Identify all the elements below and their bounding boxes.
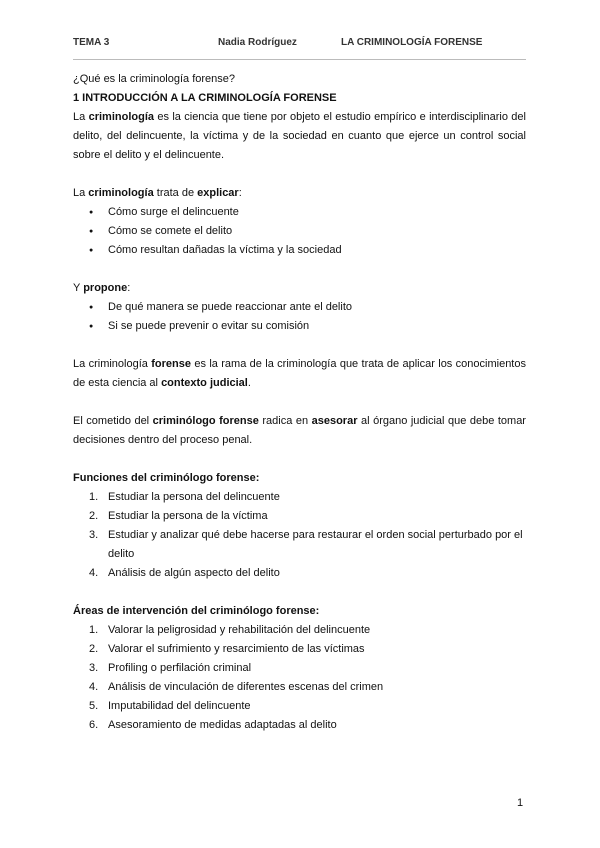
text-run: La [73,111,89,123]
text-run: radica en [258,415,312,427]
list-text: Estudiar la persona del delincuente [108,491,280,503]
section-title-text: 1 INTRODUCCIÓN A LA CRIMINOLOGÍA FORENSE [73,92,337,104]
list-text: Análisis de algún aspecto del delito [108,567,280,579]
text-run: : [127,282,131,294]
spacer [73,260,526,279]
bold-term: criminología [88,111,154,123]
spacer [73,393,526,412]
bold-term: explicar [197,187,239,199]
functions-heading [73,469,526,488]
bold-term: criminólogo forense [152,415,259,427]
list-number: 2. [89,510,99,522]
list-text: Valorar el sufrimiento y resarcimiento de las víctimas [108,643,365,655]
list-item [73,678,526,697]
text-run: es la ciencia que tiene por objeto el estudio empírico e interdisciplinario del delito, del delincuente, la víctima y de la sociedad en cuanto que ejerce un control social sobre el delito y el delincuente. [73,111,526,161]
page-header [73,37,527,51]
explain-list [73,203,526,260]
areas-heading [73,602,526,621]
section-title [73,89,526,108]
header-topic: TEMA 3 [73,37,110,48]
list-item [73,564,526,583]
list-item [73,697,526,716]
list-item [73,640,526,659]
functions-list [73,488,526,583]
text-run: es la rama de la criminología que trata de aplicar los conocimientos de esta ciencia al [73,358,526,389]
intro-question: ¿Qué es la criminología forense? [73,73,236,85]
areas-heading-text: Áreas de intervención del criminólogo forense: [73,605,320,617]
text-run: : [238,187,242,199]
bold-term: contexto judicial [161,377,248,389]
list-text: Imputabilidad del delincuente [108,700,251,712]
list-number: 1. [89,624,99,636]
text-run: La [73,187,89,199]
page-number: 1 [517,797,524,809]
role-paragraph [73,412,526,450]
list-item [73,659,526,678]
bold-term: criminología [88,187,154,199]
spacer [73,450,526,469]
list-item [73,507,526,526]
list-number: 4. [89,567,99,579]
document-body [73,70,526,735]
list-item [73,621,526,640]
bold-term: asesorar [311,415,358,427]
list-text: Estudiar la persona de la víctima [108,510,268,522]
spacer [73,165,526,184]
header-divider [73,59,526,60]
header-author: Nadia Rodríguez [218,37,297,48]
text-run: al órgano judicial que debe tomar decisiones dentro del proceso penal. [73,415,526,446]
list-number: 2. [89,643,99,655]
list-item: ● Cómo se comete el delito [73,222,526,241]
list-number: 4. [89,681,99,693]
list-item [73,716,526,735]
list-item: ● Cómo surge el delincuente [73,203,526,222]
spacer [73,583,526,602]
areas-list [73,621,526,735]
text-run: La criminología [73,358,152,370]
list-number: 3. [89,662,99,674]
text-run: Y [73,282,84,294]
forensic-paragraph [73,355,526,393]
spacer [73,336,526,355]
list-text: Valorar la peligrosidad y rehabilitación del delincuente [108,624,371,636]
trata-paragraph [73,184,526,203]
list-text: Estudiar y analizar qué debe hacerse para restaurar el orden social perturbado por el delito [108,529,523,560]
list-item: ● Si se puede prevenir o evitar su comisión [73,317,526,336]
list-item: ● De qué manera se puede reaccionar ante el delito [73,298,526,317]
text-run: trata de [153,187,198,199]
propone-paragraph [73,279,526,298]
list-text: Asesoramiento de medidas adaptadas al delito [108,719,337,731]
list-number: 5. [89,700,99,712]
propose-list [73,298,526,336]
definition-paragraph [73,108,526,165]
functions-heading-text: Funciones del criminólogo forense: [73,472,260,484]
list-item [73,526,526,564]
list-number: 6. [89,719,99,731]
list-item: ● Cómo resultan dañadas la víctima y la sociedad [73,241,526,260]
text-run: El cometido del [73,415,153,427]
bold-term: forense [151,358,191,370]
list-number: 3. [89,529,99,541]
bold-term: propone [83,282,128,294]
list-text: Análisis de vinculación de diferentes escenas del crimen [108,681,384,693]
list-number: 1. [89,491,99,503]
list-text: Profiling o perfilación criminal [108,662,252,674]
list-item [73,488,526,507]
header-title: LA CRIMINOLOGÍA FORENSE [341,37,483,48]
text-run: . [247,377,251,389]
